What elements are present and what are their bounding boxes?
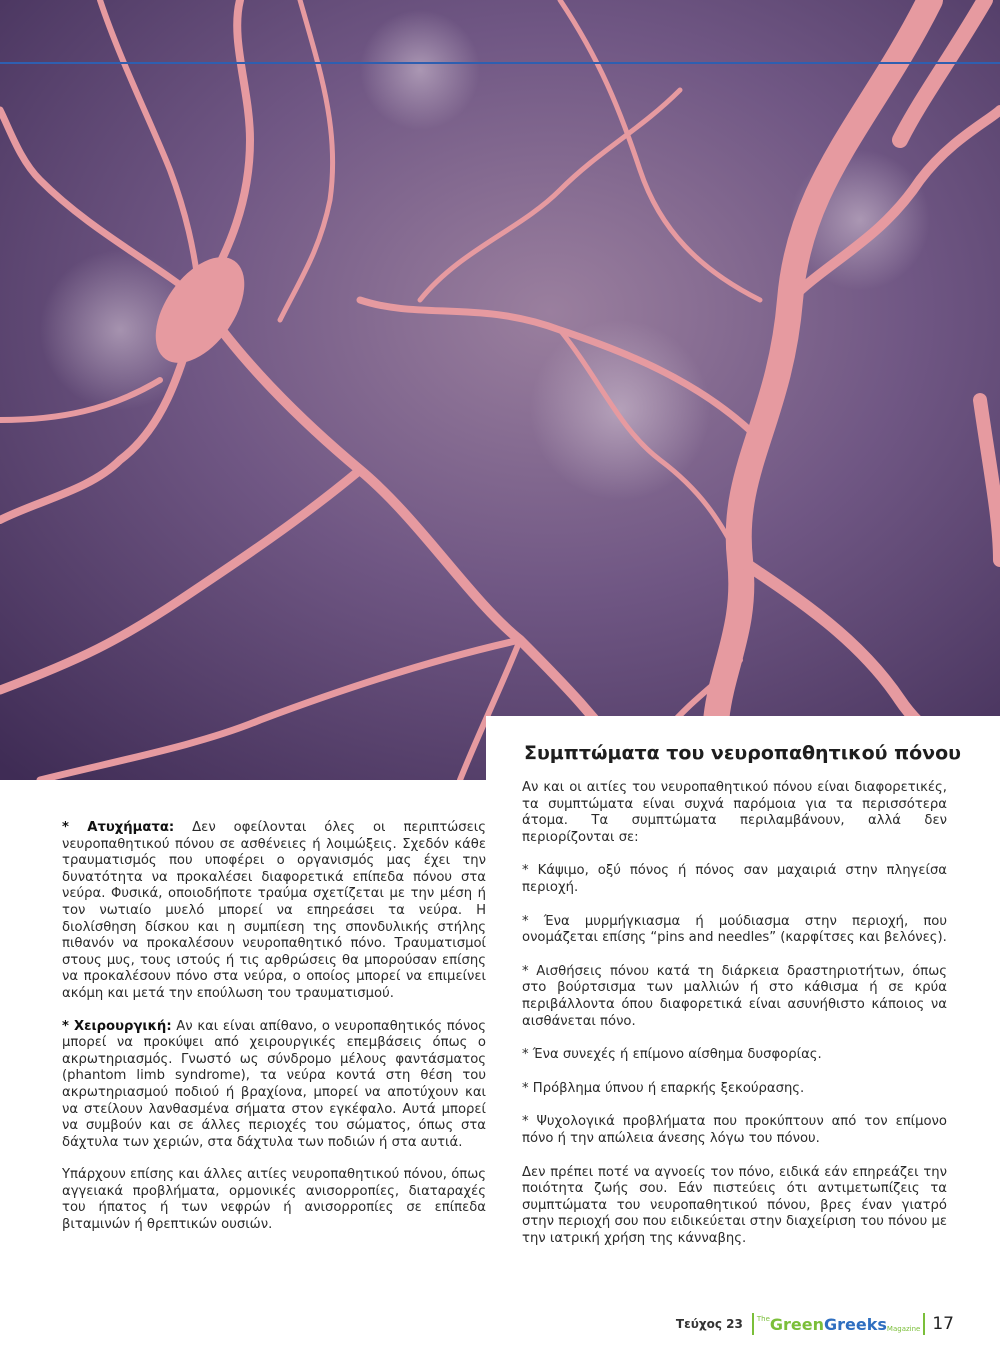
symptom-item: * Κάψιμο, οξύ πόνος ή πόνος σαν μαχαιριά στην πληγείσα περιοχή. [522,863,947,895]
symptom-item: * Αισθήσεις πόνου κατά τη διάρκεια δραστηριοτήτων, όπως στο βούρτσισμα των μαλλιών ή στο κάθισμα ή σε κρύα περιβάλλοντα όπου διαφορετικά είναι ασυνήθιστο κάποιος να αισθάνεται πόνο. [522,963,947,1029]
symptom-item: * Ένα μυρμήγκιασμα ή μούδιασμα στην περιοχή, που ονομάζεται επίσης “pins and needles” (καρφίτσες και βελόνες). [522,913,947,946]
paragraph-lead: * Ατυχήματα: [62,820,175,835]
left-column [62,820,486,1250]
symptom-item: * Ψυχολογικά προβλήματα που προκύπτουν από τον επίμονο πόνο ή την απώλεια άνεσης λόγω του πόνου. [522,1114,947,1146]
symptom-item: * Ένα συνεχές ή επίμονο αίσθημα δυσφορίας. [522,1047,822,1063]
page-number: 17 [932,1314,954,1334]
paragraph-surgery [62,1019,486,1152]
logo-the: The [756,1315,770,1323]
section-title: Συμπτώματα του νευροπαθητικού πόνου [524,742,962,764]
logo-greeks: Greeks [824,1314,887,1334]
issue-number: Τεύχος 23 [675,1317,743,1331]
page-footer [676,1312,954,1336]
paragraph-text: Αν και είναι απίθανο, ο νευροπαθητικός πόνος μπορεί να προκύψει από χειρουργικές επεμβάσεις όπως ο ακρωτηριασμός. Γνωστό ως σύνδρομο μέλους φαντάσματος (phantom limb syndrome), τα νεύρα κοντά στη θέση του ακρωτηριασμού ποδιού ή βραχίονα, μπορεί να αποτύχουν και να στείλουν λανθασμένα σήματα στον εγκέφαλο. Αυτά μπορεί να συμβούν και σε άλλες περιοχές του σώματος, όπως στα δάχτυλα των χεριών, στα δάχτυλα των ποδιών ή στα αυτιά. [62,1018,486,1150]
logo-magazine: Magazine [886,1325,921,1333]
header-rule [0,62,1000,64]
paragraph-text: Υπάρχουν επίσης και άλλες αιτίες νευροπαθητικού πόνου, όπως αγγειακά προβλήματα, ορμονικές ανισορροπίες, διαταραχές του ήπατος ή των νεφρών ή ανισορροπίες σε επίπεδα βιταμινών ή θρεπτικών ουσιών. [62,1167,486,1233]
paragraph-text: Δεν οφείλονται όλες οι περιπτώσεις νευροπαθητικού πόνου σε ασθένειες ή λοιμώξεις. Σχεδόν κάθε τραυματισμός που υποφέρει ο οργανισμός μας έχει την δυνατότητα να προκαλέσει διαφορετικά επίπεδα πόνου στα νεύρα. Φυσικά, οποιοδήποτε τραύμα σχετίζεται με την μέση ή τον νωτιαίο μυελό μπορεί να επηρεάσει τα νεύρα. Η διολίσθηση δίσκου και η συμπίεση της σπονδυλικής στήλης πιθανόν να προκαλέσουν νευροπαθητικό πόνο. Τραυματισμοί στους μυς, τους ιστούς ή τις αρθρώσεις θα μπορούσαν επίσης να προκαλέσουν πόνο στα νεύρα, ο οποίος μπορεί να επιμείνει ακόμη και μετά την επούλωση του τραυματισμού. [62,820,486,1001]
closing-paragraph: Δεν πρέπει ποτέ να αγνοείς τον πόνο, ειδικά εάν επηρεάζει την ποιότητα ζωής σου. Εάν πιστεύεις ότι αντιμετωπίζεις τα συμπτώματα του νευροπαθητικού πόνου, βρες έναν γιατρό στην περιοχή σου που ειδικεύεται στην διαχείριση του πόνου με την ιατρική χρήση της κάνναβης. [522,1164,947,1246]
paragraph-lead: * Χειρουργική: [62,1018,172,1034]
symptom-item: * Πρόβλημα ύπνου ή επαρκής ξεκούρασης. [522,1080,805,1096]
logo-green: Green [769,1314,825,1334]
paragraph-accidents [62,820,486,1003]
footer-divider [923,1313,925,1335]
paragraph-other-causes [62,1167,486,1233]
footer-divider [752,1313,754,1335]
symptoms-intro: Αν και οι αιτίες του νευροπαθητικού πόνου είναι διαφορετικές, τα συμπτώματα είναι συχνά παρόμοια για τα περισσότερα άτομα. Τα συμπτώματα περιλαμβάνουν, αλλά δεν περιορίζονται σε: [522,780,947,845]
right-column [522,780,947,1264]
